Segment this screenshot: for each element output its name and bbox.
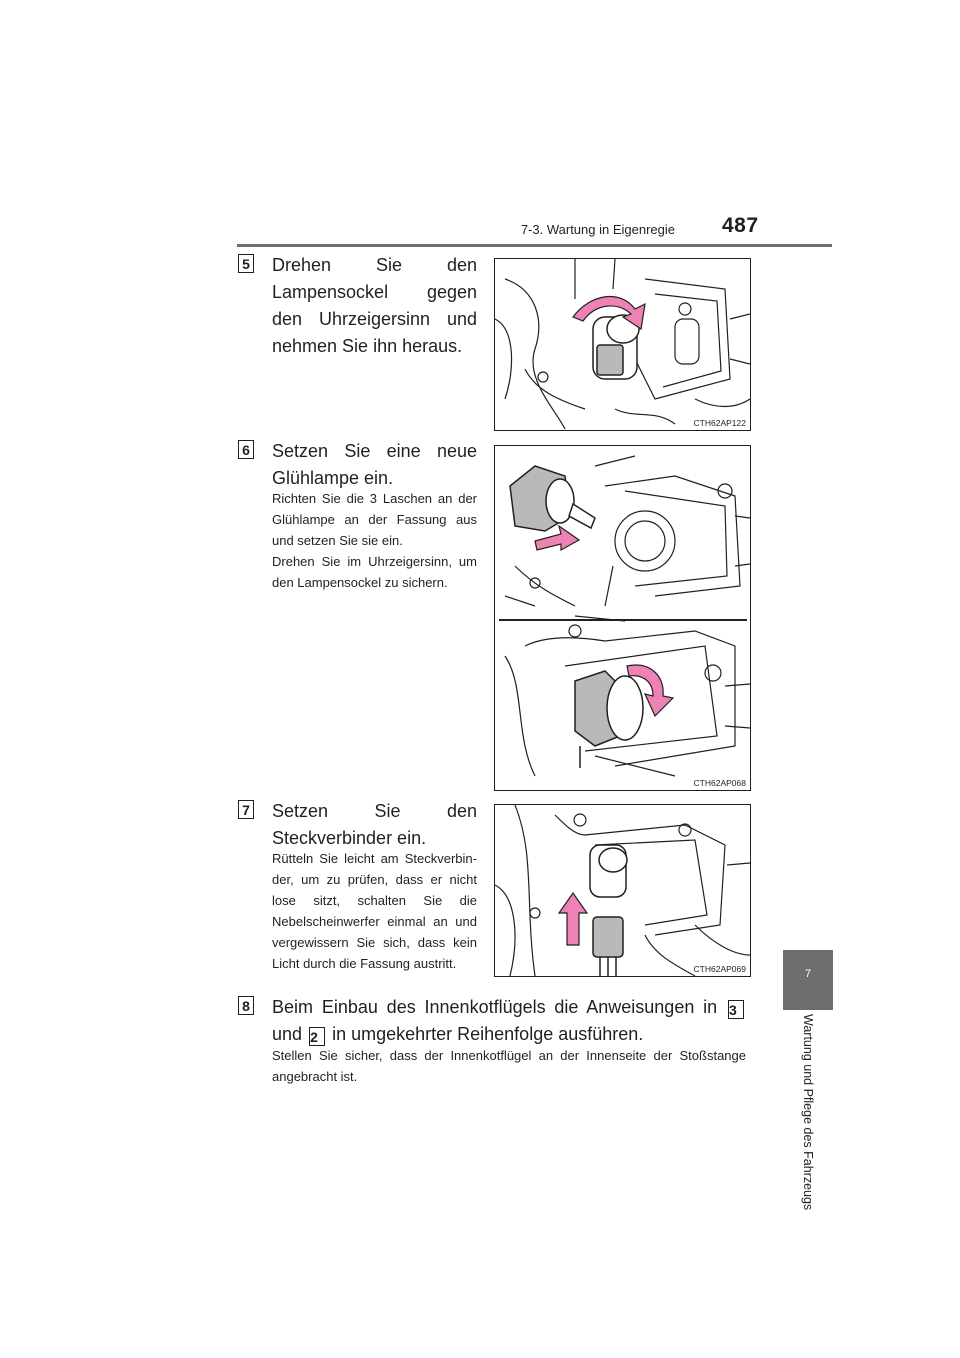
lamp-socket-removal-illustration <box>495 259 750 430</box>
step-6-text: Setzen Sie eine neue Glühlampe ein. <box>272 441 477 488</box>
figure-step-6 <box>494 445 751 791</box>
step-number-8: 8 <box>238 996 254 1015</box>
step-ref-3: 3 <box>728 1000 744 1019</box>
figure-code: CTH62AP069 <box>693 964 746 974</box>
step-number-7: 7 <box>238 800 254 819</box>
step-8-text <box>272 994 746 1048</box>
step-8-text-part1: Beim Einbau des Innenkotflügels die Anweisungen in <box>272 997 718 1017</box>
figure-code: CTH62AP122 <box>693 418 746 428</box>
step-8-text-part3: in umgekehrter Reihenfolge ausführen. <box>332 1024 644 1044</box>
connector-installation-illustration <box>495 805 750 976</box>
step-7-text: Setzen Sie den Steckverbinder ein. <box>272 801 477 848</box>
step-7-note: Rütteln Sie leicht am Steckverbinder, um zu prüfen, dass er nicht lose sitzt, schalten Sie die Nebelscheinwerfer einmal an und vergewissern Sie sich, dass kein Licht durch die Fassung austritt. <box>272 851 477 971</box>
figure-step-7 <box>494 804 751 977</box>
step-8-note: Stellen Sie sicher, dass der Innenkotflügel an der Innenseite der Stoßstange angebracht ist. <box>272 1048 746 1084</box>
step-number-6: 6 <box>238 440 254 459</box>
section-title: 7-3. Wartung in Eigenregie <box>520 222 675 237</box>
bulb-installation-illustration <box>495 446 750 790</box>
figure-code: CTH62AP068 <box>693 778 746 788</box>
figure-step-5 <box>494 258 751 431</box>
up-arrow-icon <box>559 893 587 945</box>
step-6-note-2: Drehen Sie im Uhrzeigersinn, um den Lampensockel zu sichern. <box>272 554 477 590</box>
step-6-note-1: Richten Sie die 3 Laschen an der Glühlampe an der Fassung aus und setzen Sie sie ein. <box>272 491 477 548</box>
step-5-text: Drehen Sie den Lampensockel gegen den Uhrzeigersinn und nehmen Sie ihn heraus. <box>272 255 477 356</box>
chapter-title: Wartung und Pflege des Fahrzeugs <box>801 1014 815 1211</box>
step-number-5: 5 <box>238 254 254 273</box>
header-rule <box>237 244 832 247</box>
step-ref-2: 2 <box>309 1027 325 1046</box>
page-number: 487 <box>722 214 759 237</box>
step-8-text-part2: und <box>272 1024 303 1044</box>
chapter-number: 7 <box>804 968 812 980</box>
chapter-tab <box>783 950 833 1010</box>
